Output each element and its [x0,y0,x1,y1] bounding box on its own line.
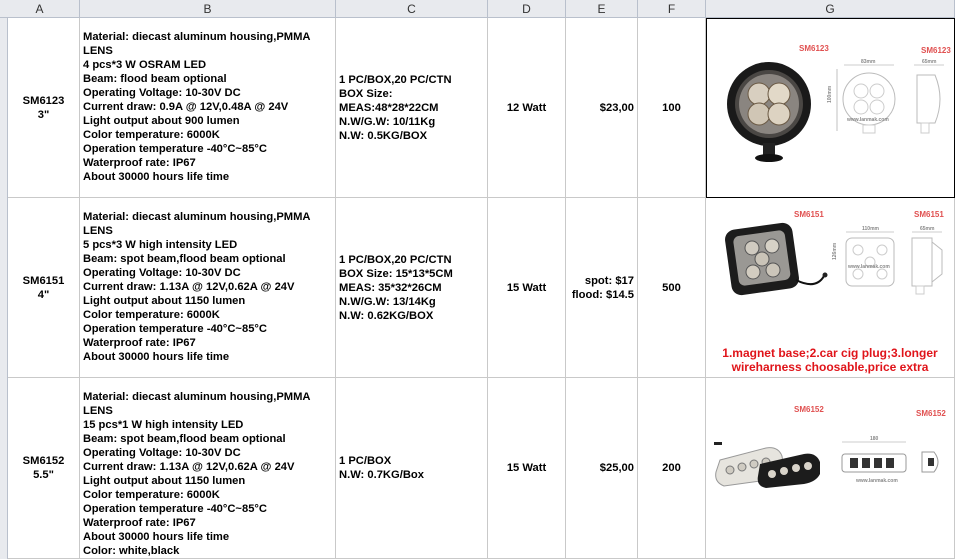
image-label-right: SM6123 [921,46,951,55]
packing-cell[interactable] [336,378,488,559]
power-cell[interactable] [488,378,566,559]
desc-line: Material: diecast aluminum housing,PMMA [83,211,311,223]
column-header-g[interactable]: G [706,0,955,18]
desc-line: Color temperature: 6000K [83,129,220,141]
desc-line: Operating Voltage: 10-30V DC [83,267,241,279]
description-cell[interactable] [80,18,336,198]
dim-side: 126mm [832,242,838,260]
dim-side: 100mm [827,85,833,103]
desc-line: Operation temperature -40°C~85°C [83,323,267,335]
image-cell[interactable] [706,378,955,559]
image-label-right: SM6151 [914,210,944,219]
watermark: www.lanmak.com [856,478,898,484]
desc-line: Waterproof rate: IP67 [83,337,196,349]
column-header-d[interactable]: D [488,0,566,18]
quantity-value: 100 [662,101,681,114]
image-label-left: SM6123 [799,44,829,53]
image-label-left: SM6151 [794,210,824,219]
price-value: $25,00 [599,462,634,474]
model-cell[interactable] [8,18,80,198]
image-label-left: SM6152 [794,405,824,414]
image-cell[interactable] [706,18,955,198]
column-header-a[interactable]: A [0,0,80,18]
quantity-cell[interactable] [638,198,706,378]
desc-line: Operating Voltage: 10-30V DC [83,87,241,99]
column-header-c[interactable]: C [336,0,488,18]
model-cell[interactable] [8,378,80,559]
desc-line: Material: diecast aluminum housing,PMMA [83,391,311,403]
desc-line: About 30000 hours life time [83,531,230,543]
power-cell[interactable] [488,198,566,378]
column-header-f[interactable]: F [638,0,706,18]
desc-line: Waterproof rate: IP67 [83,517,196,529]
desc-line: Color temperature: 6000K [83,489,220,501]
price-cell[interactable] [566,198,638,378]
description-cell[interactable] [80,378,336,559]
power-value: 15 Watt [506,462,547,474]
desc-line: Operation temperature -40°C~85°C [83,143,267,155]
packing-line: 1 PC/BOX,20 PC/CTN [339,73,452,86]
power-cell[interactable] [488,18,566,198]
price-value: flood: $14.5 [571,288,634,301]
model-code: SM6151 [22,274,65,287]
desc-line: About 30000 hours life time [83,171,230,183]
dim-top: 180 [870,436,879,442]
power-value: 15 Watt [506,281,547,294]
packing-cell[interactable] [336,18,488,198]
packing-line: 1 PC/BOX [339,455,392,467]
column-header-e[interactable]: E [566,0,638,18]
dim-right: 65mm [922,59,937,65]
watermark: www.lanmak.com [848,264,890,270]
desc-line: About 30000 hours life time [83,351,230,363]
model-cell[interactable] [8,198,80,378]
packing-line: MEAS: 35*32*26CM [339,281,442,294]
desc-line: Light output about 1150 lumen [83,295,246,307]
image-label-right: SM6152 [916,409,946,418]
desc-line: Operating Voltage: 10-30V DC [83,447,241,459]
model-size: 3" [37,108,50,121]
desc-line: Beam: flood beam optional [83,73,227,85]
model-size: 4" [37,288,50,301]
desc-line: Color: white,black [83,545,180,557]
desc-line: 5 pcs*3 W high intensity LED [83,239,238,251]
desc-line: Beam: spot beam,flood beam optional [83,433,286,445]
price-cell[interactable] [566,18,638,198]
desc-line: 15 pcs*1 W high intensity LED [83,419,244,431]
desc-line: LENS [83,45,113,57]
price-value: spot: $17 [584,274,634,287]
desc-line: Current draw: 1.13A @ 12V,0.62A @ 24V [83,281,295,293]
quantity-cell[interactable] [638,18,706,198]
desc-line: LENS [83,225,113,237]
column-header-b[interactable]: B [80,0,336,18]
desc-line: Operation temperature -40°C~85°C [83,503,267,515]
desc-line: Color temperature: 6000K [83,309,220,321]
power-value: 12 Watt [506,101,547,114]
product-image-sm6123 [707,19,954,197]
quantity-value: 500 [662,281,681,294]
model-code: SM6123 [22,94,65,107]
desc-line: Current draw: 0.9A @ 12V,0.48A @ 24V [83,101,289,113]
product-image-sm6151 [706,198,954,338]
quantity-value: 200 [662,462,681,474]
packing-line: BOX Size: [339,87,393,100]
dim-right: 65mm [920,226,935,232]
desc-line: LENS [83,405,113,417]
desc-line: Waterproof rate: IP67 [83,157,196,169]
price-value: $23,00 [599,101,634,114]
packing-line: N.W/G.W: 10/11Kg [339,115,436,128]
packing-line: 1 PC/BOX,20 PC/CTN [339,253,452,266]
dim-top: 83mm [861,59,876,65]
desc-line: Material: diecast aluminum housing,PMMA [83,31,311,43]
packing-cell[interactable] [336,198,488,378]
desc-line: 4 pcs*3 W OSRAM LED [83,59,207,71]
option-note: 1.magnet base;2.car cig plug;3.longer wireharness choosable,price extra [722,346,938,374]
packing-line: N.W: 0.7KG/Box [339,469,424,481]
image-cell[interactable] [706,198,955,378]
desc-line: Beam: spot beam,flood beam optional [83,253,286,265]
product-image-sm6152 [706,378,954,518]
packing-line: MEAS:48*28*22CM [339,101,439,114]
desc-line: Current draw: 1.13A @ 12V,0.62A @ 24V [83,461,295,473]
watermark: www.lanmak.com [847,117,889,123]
dim-top: 110mm [862,226,879,232]
quantity-cell[interactable] [638,378,706,559]
desc-line: Light output about 900 lumen [83,115,240,127]
model-code: SM6152 [22,455,65,467]
row-number-strip[interactable] [0,18,8,559]
packing-line: BOX Size: 15*13*5CM [339,267,453,280]
packing-line: N.W: 0.62KG/BOX [339,309,434,322]
description-cell[interactable] [80,198,336,378]
packing-line: N.W/G.W: 13/14Kg [339,295,436,308]
desc-line: Light output about 1150 lumen [83,475,246,487]
model-size: 5.5" [33,469,54,481]
packing-line: N.W: 0.5KG/BOX [339,129,428,142]
price-cell[interactable] [566,378,638,559]
